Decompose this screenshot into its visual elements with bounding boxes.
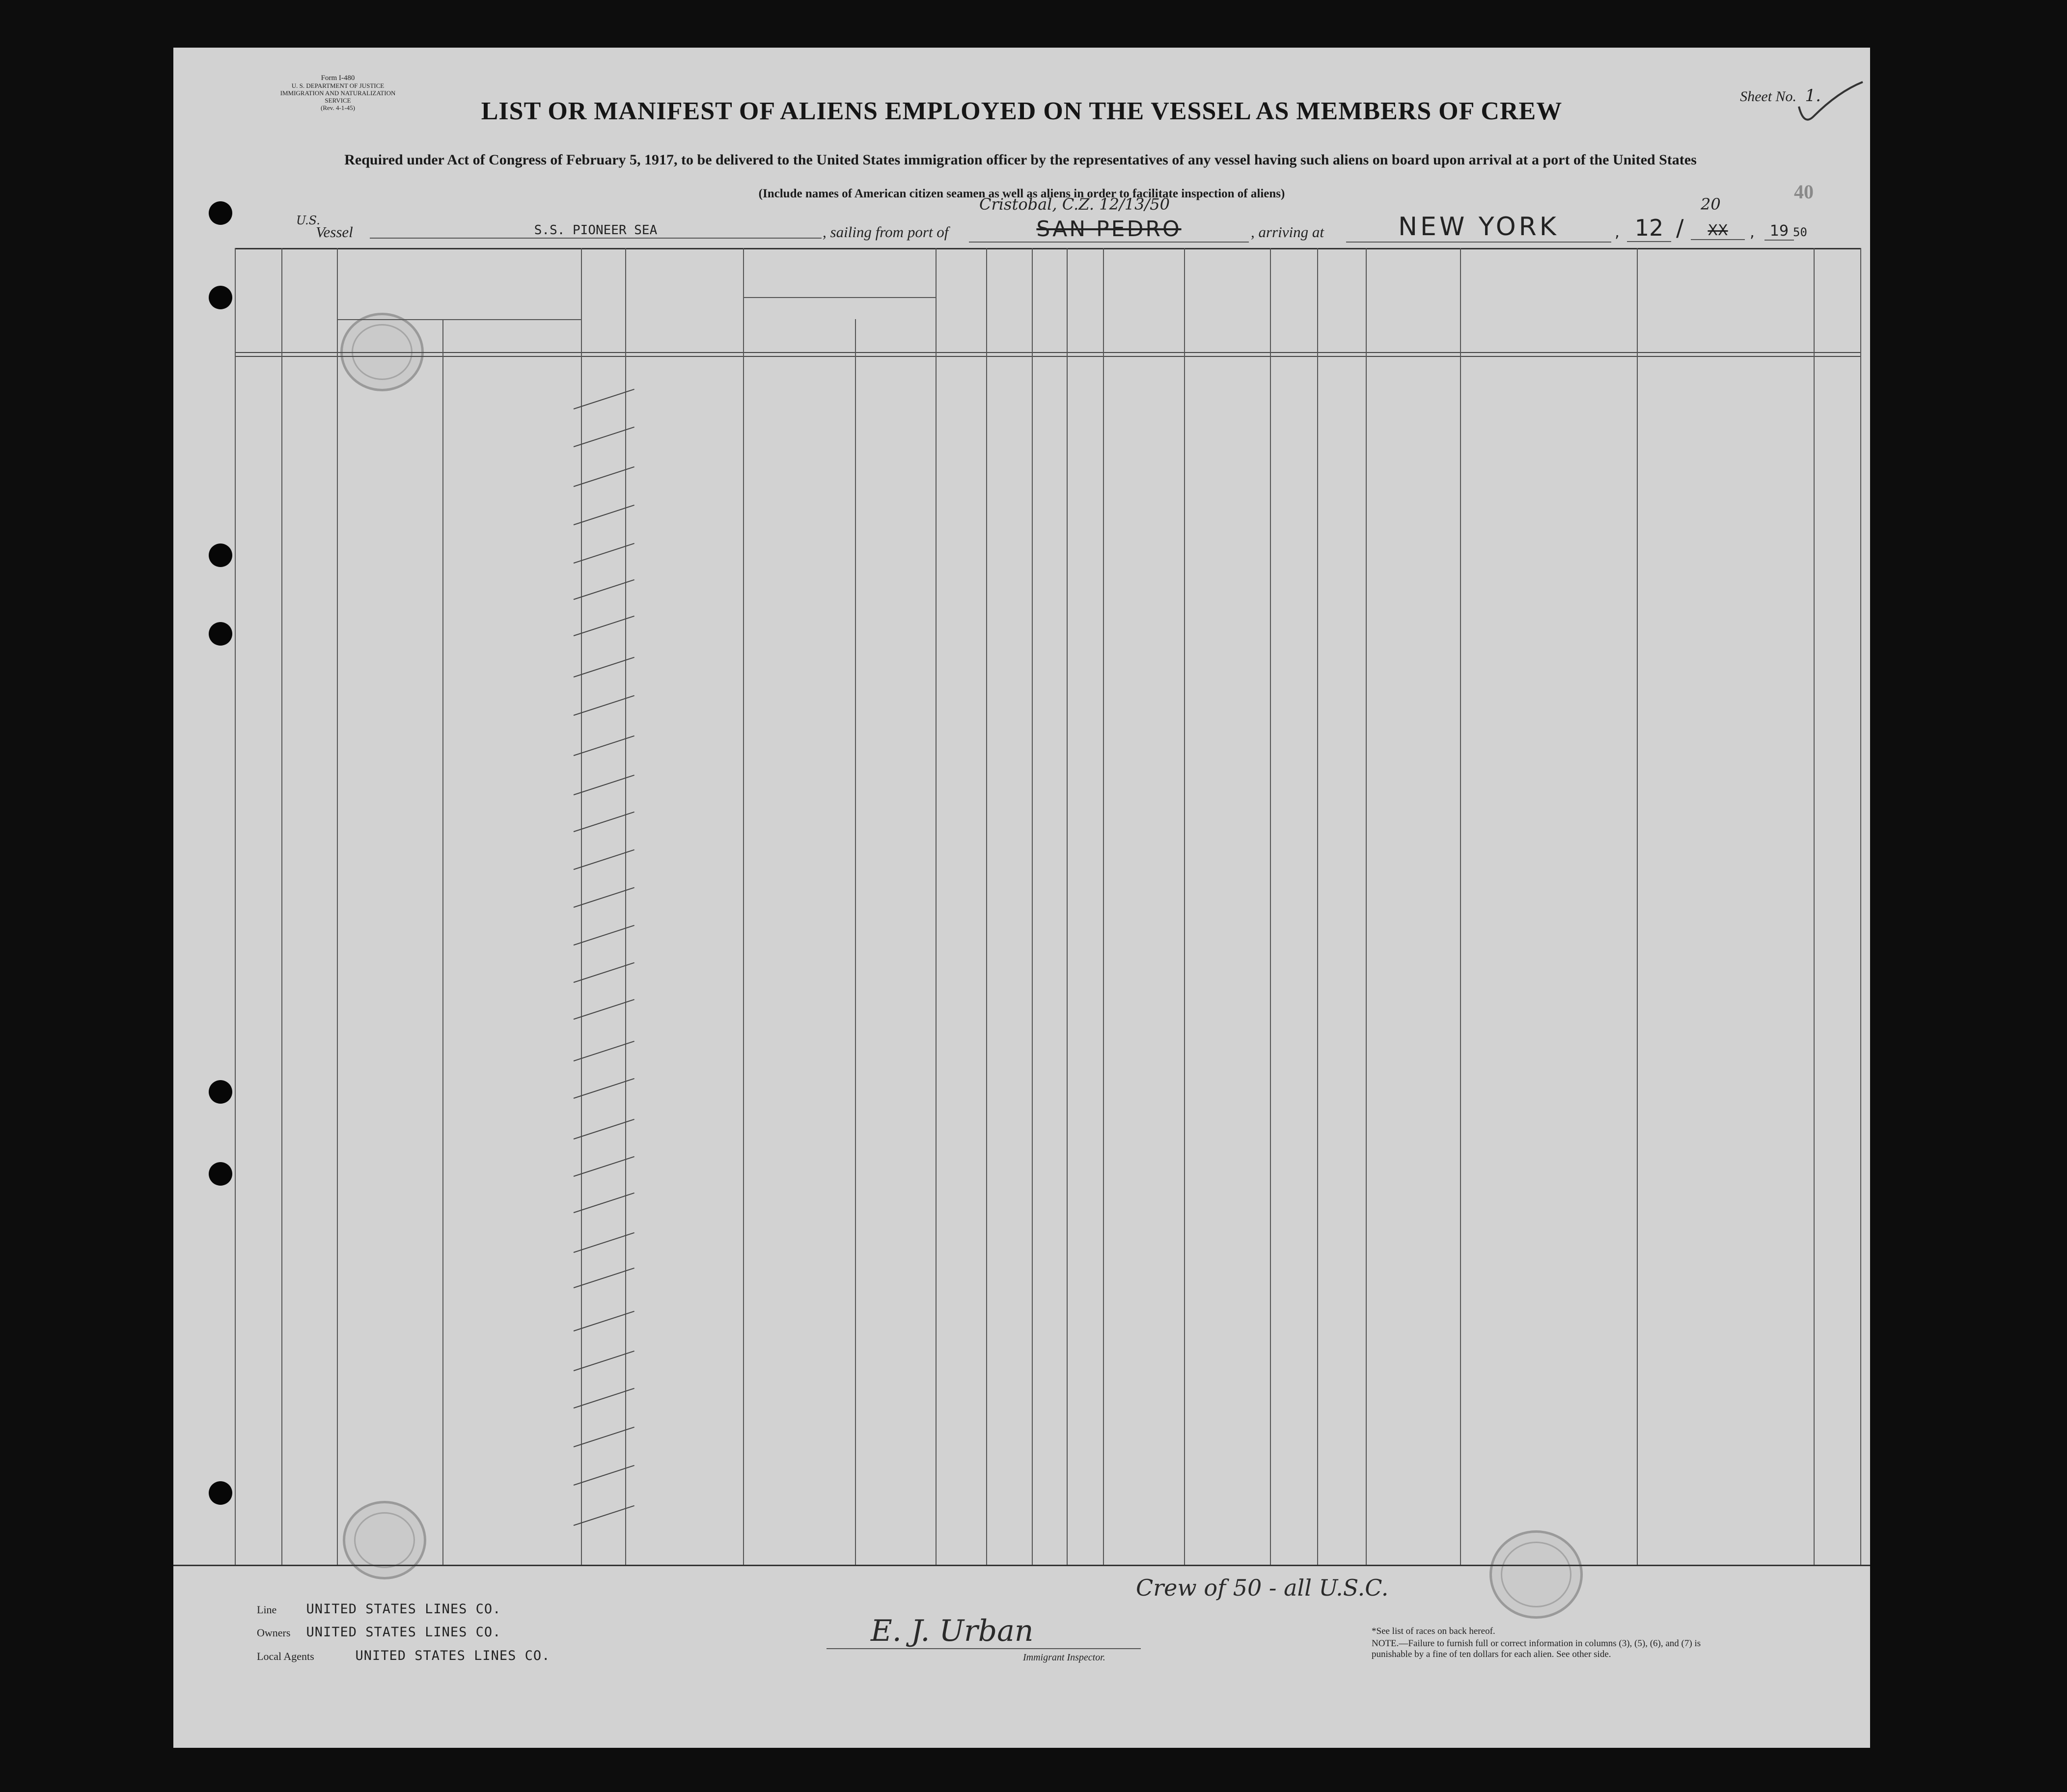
owners-label: Owners — [257, 1627, 291, 1639]
column-rule — [1032, 248, 1033, 1565]
column-rule — [1814, 248, 1815, 1565]
form-department: U. S. DEPARTMENT OF JUSTICE — [291, 82, 385, 89]
page-subnote: (Include names of American citizen seamen as well as aliens in order to facilitate inspection of aliens) — [758, 187, 1285, 200]
port-stamp — [343, 1501, 426, 1579]
page-subtitle: Required under Act of Congress of February 5, 1917, to be delivered to the United States immigration officer by the representatives of any vessel having such aliens on board upon arrival at a port of the United States — [344, 152, 1697, 168]
table-bottom-rule — [173, 1565, 1870, 1566]
arrival-day-struck: XX — [1691, 222, 1745, 240]
penalty-note: NOTE.—Failure to furnish full or correct information in columns (3), (5), (6), and (7) is punishable by a fine of ten dollars for each alien. See other side. — [1372, 1638, 1701, 1659]
sheet-value: 1. — [1805, 86, 1821, 106]
column-rule — [986, 248, 987, 1565]
signature-line — [827, 1648, 1141, 1649]
sailing-port-struck: SAN PEDRO — [969, 217, 1249, 243]
line-value: UNITED STATES LINES CO. — [306, 1602, 501, 1617]
agents-value: UNITED STATES LINES CO. — [355, 1648, 551, 1663]
form-service: IMMIGRATION AND NATURALIZATION SERVICE — [280, 89, 396, 104]
vessel-label: Vessel — [316, 223, 353, 241]
owners-field — [257, 1625, 501, 1640]
column-rule — [1460, 248, 1461, 1565]
column-rule — [1270, 248, 1271, 1565]
arrival-month: 12 — [1627, 215, 1671, 242]
column-rule — [936, 248, 937, 1565]
vessel-name: S.S. PIONEER SEA — [370, 223, 822, 239]
year-prefix: 19 — [1764, 222, 1794, 241]
races-note: *See list of races on back hereof. — [1372, 1626, 1495, 1636]
inspector-label: Immigrant Inspector. — [1023, 1652, 1105, 1663]
column-rule — [235, 248, 236, 1565]
column-rule — [625, 248, 626, 1565]
shipped-subheader-rule — [743, 297, 936, 298]
manifest-sheet: Form I-480 U. S. DEPARTMENT OF JUSTICE IMMIGRATION AND NATURALIZATION SERVICE (Rev. 4-1-45) Sheet No. 1. LIST OR MANIFEST OF ALIENS EMPLOYED ON THE VESSEL AS MEMBERS OF CREW Required under Act of Congress of February 5, 1917, to be delivered to the United States immigration officer by the representatives of any vessel having such aliens on board upon arrival at a port of the United States (Include names of American citizen seamen as well as aliens in order to facilitate inspection of aliens) 40 U.S. Vessel S.S. PIONEER SEA , sailing from port of Cristobal, C.Z. 12/13/50 SAN PEDRO , arriving at NEW YORK , 12 / 20 XX , 19 50 Line UNITED STATES LINES CO. Owners UNITED STATES LINES CO. Local Agents UNITED STATES LINES CO. Crew of 50 - all U.S.C. E. J. Urban Immigrant Inspector. *See list of races on back hereof. NOTE.—Failure to furnish full or correct information in columns (3), (5), (6), and (7) is punishable by a fine of ten dollars for each alien. See other side. — [173, 48, 1870, 1748]
column-rule — [281, 248, 282, 1565]
owners-value: UNITED STATES LINES CO. — [306, 1625, 501, 1640]
punch-hole — [209, 543, 232, 567]
column-rule — [1637, 248, 1638, 1565]
punch-hole — [209, 286, 232, 309]
line-field — [257, 1602, 501, 1617]
form-revision: (Rev. 4-1-45) — [321, 104, 355, 111]
column-rule — [1860, 248, 1861, 1565]
sheet-label: Sheet No. — [1740, 88, 1797, 105]
punch-hole — [209, 1481, 232, 1505]
crew-note: Crew of 50 - all U.S.C. — [1136, 1575, 1389, 1601]
arrival-day: 20 — [1701, 195, 1721, 214]
column-rule — [743, 248, 744, 1565]
arriving-label: , arriving at — [1251, 223, 1324, 241]
column-rule — [337, 248, 338, 1565]
vessel-prefix: U.S. — [296, 214, 320, 227]
form-number: Form I-480 — [321, 74, 355, 82]
page-number: 40 — [1794, 181, 1814, 203]
column-rule — [1184, 248, 1185, 1565]
column-rule — [1067, 248, 1068, 1565]
column-rule — [442, 319, 443, 1565]
arriving-port: NEW YORK — [1346, 212, 1611, 243]
column-rule — [855, 319, 856, 1565]
header-rule — [235, 356, 1860, 357]
punch-hole — [209, 1162, 232, 1186]
sailing-label: , sailing from port of — [823, 223, 949, 241]
name-subheader-rule — [337, 319, 581, 320]
column-rule — [1366, 248, 1367, 1565]
punch-hole — [209, 622, 232, 646]
table-top-rule — [235, 248, 1860, 249]
header-rule — [235, 352, 1860, 353]
punch-hole — [209, 1080, 232, 1104]
year-suffix: 50 — [1793, 225, 1807, 239]
column-rule — [1103, 248, 1104, 1565]
page-title: LIST OR MANIFEST OF ALIENS EMPLOYED ON THE VESSEL AS MEMBERS OF CREW — [481, 97, 1563, 125]
agents-field — [257, 1648, 550, 1663]
inspector-signature: E. J. Urban — [871, 1614, 1034, 1648]
column-rule — [1317, 248, 1318, 1565]
line-label: Line — [257, 1603, 277, 1616]
sailing-port-handwritten: Cristobal, C.Z. 12/13/50 — [979, 195, 1170, 214]
punch-hole — [209, 201, 232, 225]
port-stamp — [1489, 1530, 1583, 1619]
agents-label: Local Agents — [257, 1650, 314, 1662]
